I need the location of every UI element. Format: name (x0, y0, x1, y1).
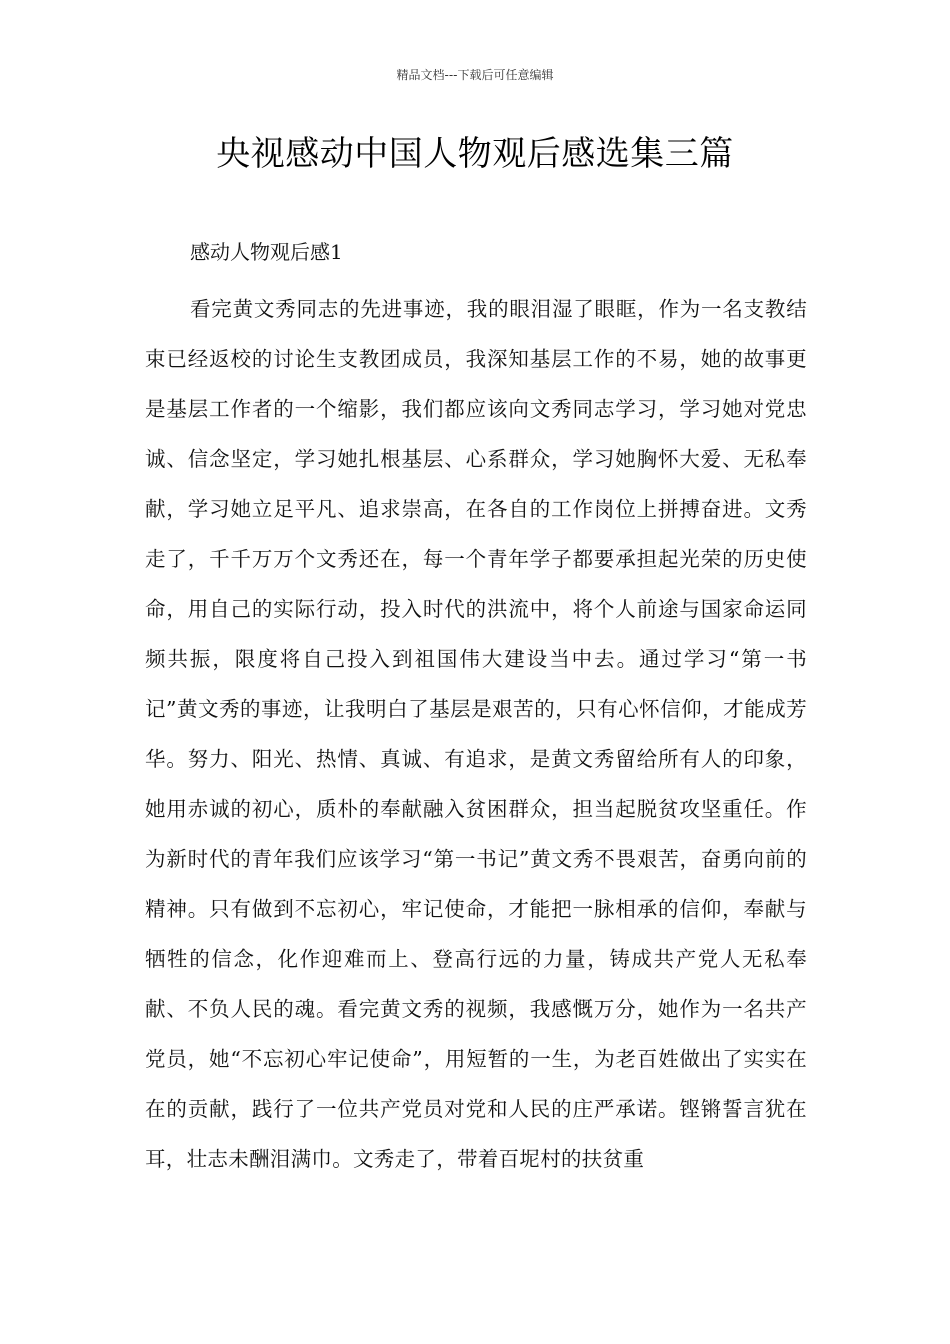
section-heading: 感动人物观后感1 (190, 240, 343, 264)
body-paragraph: 看完黄文秀同志的先进事迹，我的眼泪湿了眼眶，作为一名支教结束已经返校的讨论生支教团成员，我深知基层工作的不易，她的故事更是基层工作者的一个缩影，我们都应该向文秀同志学习，学习她对党忠诚、信念坚定，学习她扎根基层、心系群众，学习她胸怀大爱、无私奉献，学习她立足平凡、追求崇高，在各自的工作岗位上拼搏奋进。文秀走了，千千万万个文秀还在，每一个青年学子都要承担起光荣的历史使命，用自己的实际行动，投入时代的洪流中，将个人前途与国家命运同频共振，限度将自己投入到祖国伟大建设当中去。通过学习“第一书记”黄文秀的事迹，让我明白了基层是艰苦的，只有心怀信仰，才能成芳华。努力、阳光、热情、真诚、有追求，是黄文秀留给所有人的印象，她用赤诚的初心，质朴的奉献融入贫困群众，担当起脱贫攻坚重任。作为新时代的青年我们应该学习“第一书记”黄文秀不畏艰苦，奋勇向前的精神。只有做到不忘初心，牢记使命，才能把一脉相承的信仰，奉献与牺牲的信念，化作迎难而上、登高行远的力量，铸成共产党人无私奉献、不负人民的魂。看完黄文秀的视频，我感慨万分，她作为一名共产党员，她“不忘初心牢记使命”，用短暂的一生，为老百姓做出了实实在在的贡献，践行了一位共产党员对党和人民的庄严承诺。铿锵誓言犹在耳，壮志未酬泪满巾。文秀走了，带着百坭村的扶贫重 (145, 297, 807, 1171)
page-header: 精品文档---下载后可任意编辑 (396, 68, 554, 82)
document-title: 央视感动中国人物观后感选集三篇 (216, 134, 734, 174)
